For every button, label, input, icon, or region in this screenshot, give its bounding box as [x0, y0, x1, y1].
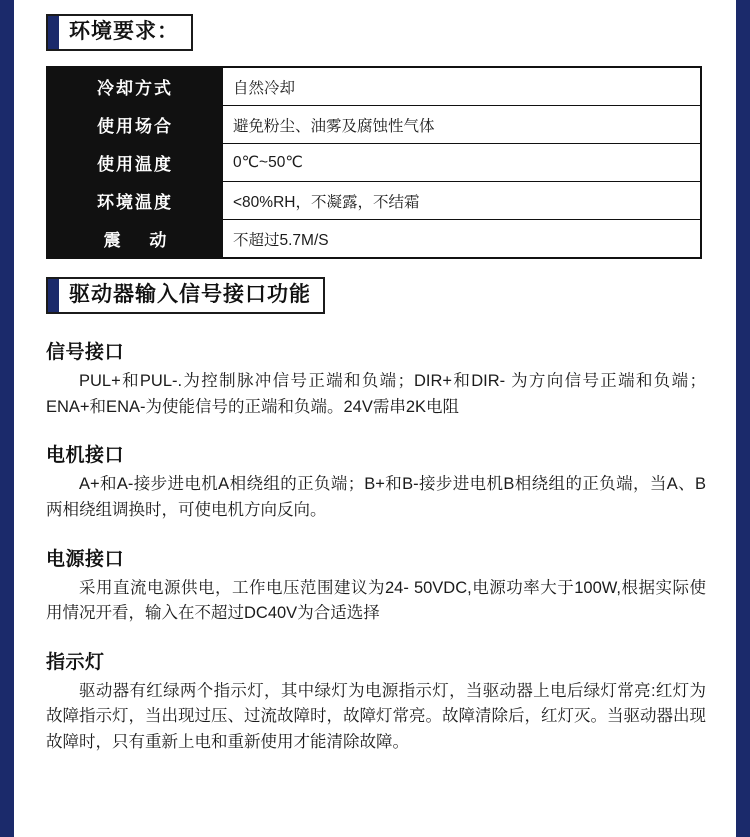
subsection-title-power-interface: 电源接口: [46, 548, 125, 570]
spec-value-cooling: 自然冷却: [223, 67, 702, 106]
heading-accent-bar: [48, 279, 59, 312]
subsection-title-signal-interface: 信号接口: [46, 342, 125, 364]
environment-spec-table: [46, 66, 702, 259]
section-heading-environment: [46, 14, 193, 51]
spec-key-vibration: 震 动: [47, 220, 223, 259]
heading-accent-bar: [48, 16, 59, 49]
spec-value-vibration: 不超过5.7M/S: [223, 220, 702, 259]
subsection-text-signal-interface: PUL+和PUL-.为控制脉冲信号正端和负端；DIR+和DIR- 为方向信号正端和负端；ENA+和ENA-为使能信号的正端和负端。24V需串2K电阻: [46, 372, 706, 416]
section-heading-environment-label: 环境要求：: [69, 20, 179, 43]
table-row: [47, 220, 701, 259]
subsection-title-motor-interface: 电机接口: [46, 445, 125, 467]
subsection-text-motor-interface: A+和A-接步进电机A相绕组的正负端；B+和B-接步进电机B相绕组的正负端，当A、B两相绕组调换时，可使电机方向反向。: [46, 475, 706, 519]
page-content: [14, 0, 736, 755]
subsection-text-power-interface: 采用直流电源供电，工作电压范围建议为24- 50VDC,电源功率大于100W,根据实际使用情况开看，输入在不超过DC40V为合适选择: [46, 578, 706, 623]
table-row: [47, 67, 701, 106]
spec-key-operating-temperature: 使用温度: [47, 144, 223, 182]
spec-key-environment-usage: 使用场合: [47, 106, 223, 144]
spec-value-ambient-humidity: <80%RH，不凝露，不结霜: [223, 182, 702, 220]
section-heading-driver-interface-label: 驱动器输入信号接口功能: [69, 283, 311, 307]
spec-key-cooling: 冷却方式: [47, 67, 223, 106]
table-row: [47, 182, 701, 220]
table-row: [47, 106, 701, 144]
subsection-title-indicator-light: 指示灯: [46, 651, 105, 673]
spec-value-operating-temperature: 0℃~50℃: [223, 144, 702, 182]
section-heading-driver-interface: [46, 277, 325, 314]
table-row: [47, 144, 701, 182]
spec-value-environment-usage: 避免粉尘、油雾及腐蚀性气体: [223, 106, 702, 144]
subsection-text-indicator-light: 驱动器有红绿两个指示灯，其中绿灯为电源指示灯，当驱动器上电后绿灯常亮:红灯为故障指示灯，当出现过压、过流故障时，故障灯常亮。故障清除后，红灯灭。当驱动器出现故障时，只有重新上电和重新使用才能清除故障。: [46, 681, 706, 751]
spec-key-ambient-humidity: 环境温度: [47, 182, 223, 220]
